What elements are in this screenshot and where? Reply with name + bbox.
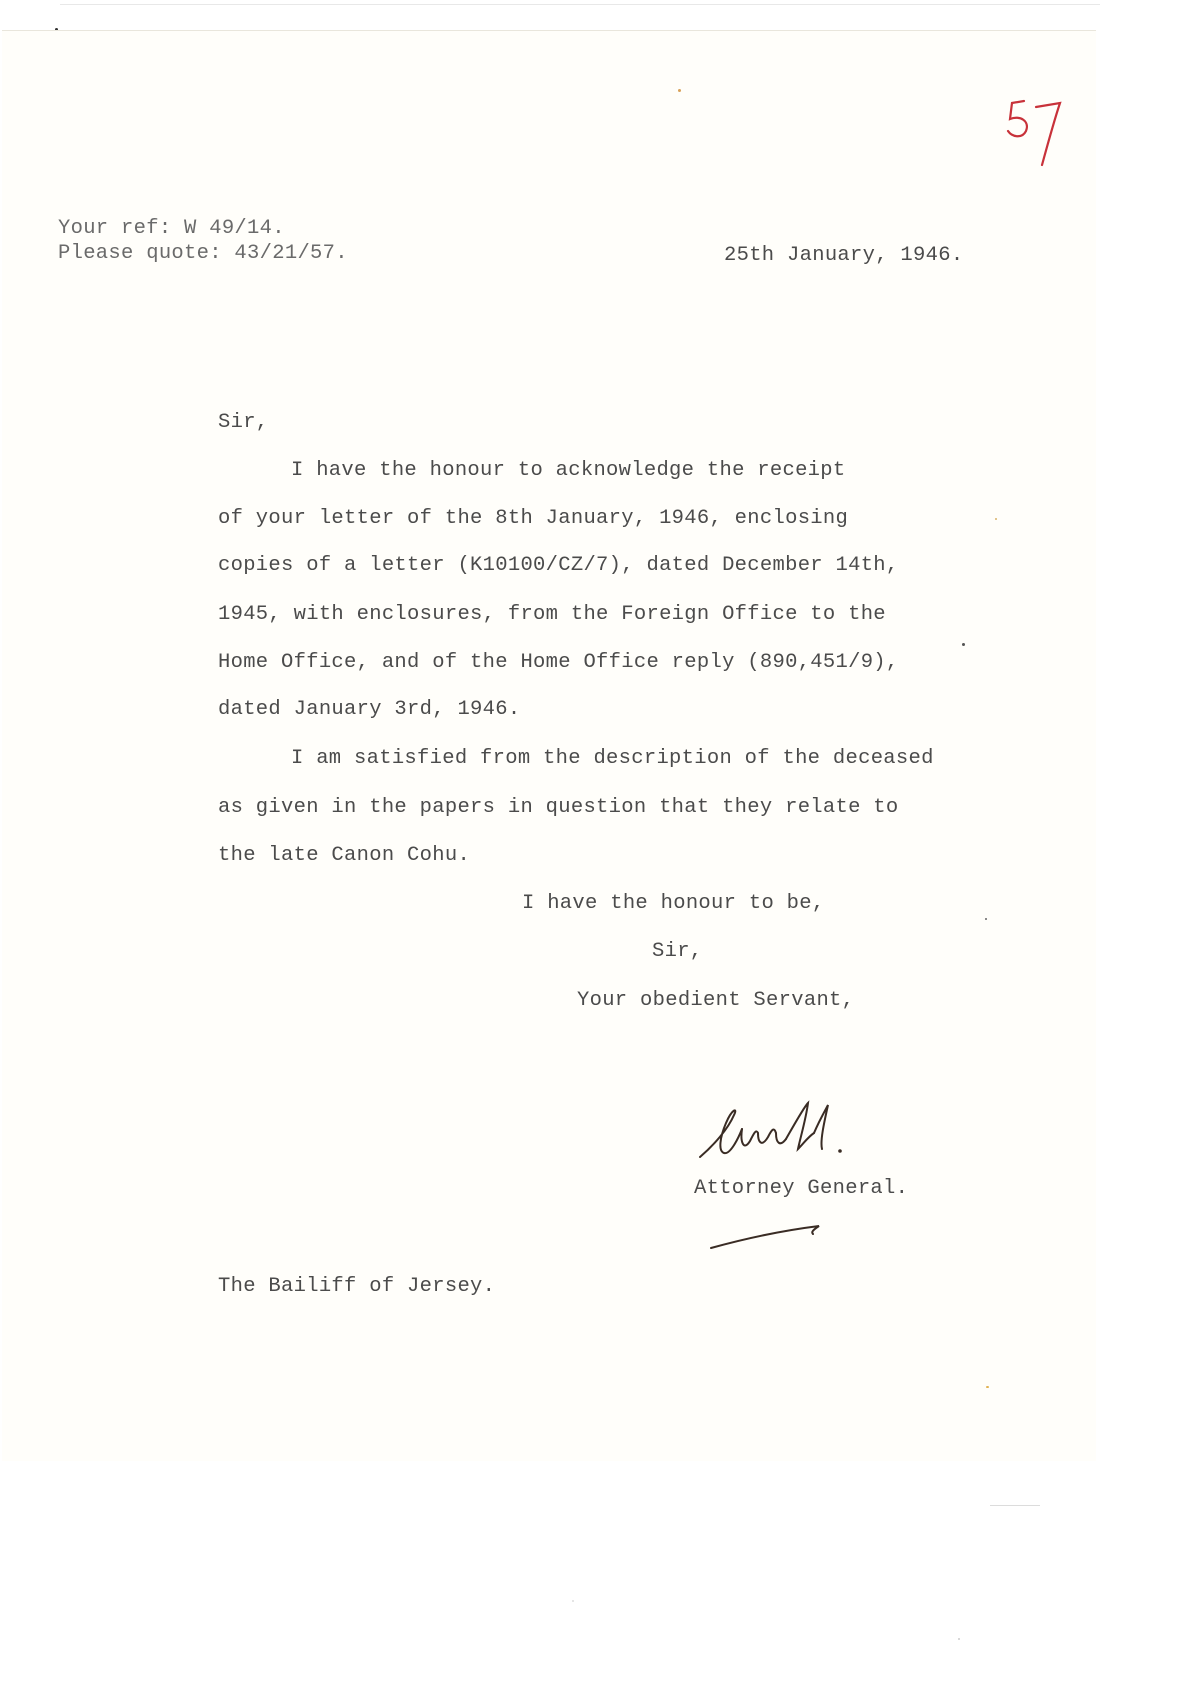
body-line: I have the honour to acknowledge the receipt	[291, 459, 846, 482]
body-line: of your letter of the 8th January, 1946, enclosing	[218, 507, 849, 530]
addressee: The Bailiff of Jersey.	[218, 1275, 496, 1298]
body-line: Home Office, and of the Home Office reply (890,451/9),	[218, 651, 899, 674]
closing-line: I have the honour to be,	[522, 892, 825, 915]
body-line: I am satisfied from the description of the deceased	[291, 747, 934, 770]
folio-number-handwritten	[1002, 93, 1072, 173]
handwritten-signature	[694, 1099, 854, 1169]
scan-speck	[985, 918, 987, 920]
top-edge-line	[60, 4, 1100, 5]
scan-speck	[962, 643, 965, 646]
bottom-edge-line	[990, 1505, 1040, 1506]
scan-speck	[572, 1600, 574, 1602]
pen-flourish	[707, 1216, 827, 1256]
letter-date: 25th January, 1946.	[724, 244, 964, 267]
scan-speck	[986, 1386, 989, 1388]
letter-page	[2, 30, 1096, 1461]
body-line: as given in the papers in question that they relate to	[218, 796, 899, 819]
signatory-title: Attorney General.	[694, 1177, 909, 1200]
scan-speck	[678, 89, 681, 92]
body-line: copies of a letter (K10100/CZ/7), dated December 14th,	[218, 554, 899, 577]
scan-speck	[958, 1638, 960, 1640]
closing-line: Your obedient Servant,	[577, 989, 855, 1012]
closing-line: Sir,	[652, 940, 703, 963]
please-quote: Please quote: 43/21/57.	[58, 242, 348, 265]
your-ref: Your ref: W 49/14.	[58, 217, 285, 240]
body-line: dated January 3rd, 1946.	[218, 698, 521, 721]
body-line: 1945, with enclosures, from the Foreign Office to the	[218, 603, 886, 626]
scan-speck	[995, 518, 997, 520]
body-line: the late Canon Cohu.	[218, 844, 471, 867]
salutation: Sir,	[218, 411, 269, 434]
